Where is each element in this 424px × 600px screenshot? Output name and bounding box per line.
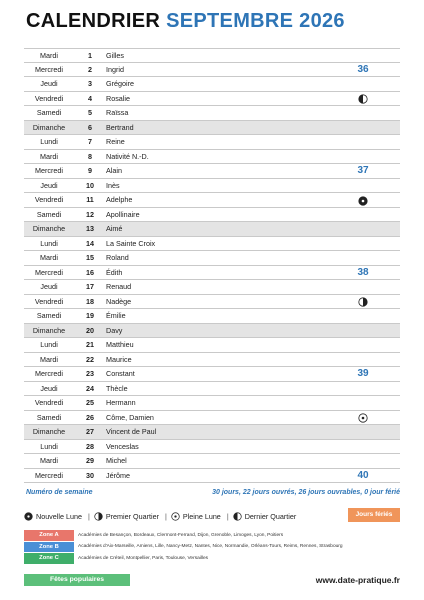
day-name: Lundi [40, 340, 58, 349]
day-row [24, 164, 400, 179]
week-number: 38 [357, 266, 369, 278]
day-row [24, 309, 400, 324]
saint-name: Venceslas [106, 441, 139, 451]
day-number: 22 [86, 354, 94, 364]
saint-name: Hermann [106, 398, 136, 407]
saint-name: Nadège [106, 296, 132, 306]
saint-name: Davy [106, 325, 123, 335]
day-name: Mercredi [35, 166, 63, 175]
saint-name: Jérôme [106, 470, 130, 480]
saint-name: Maurice [106, 354, 132, 364]
day-number: 2 [88, 64, 92, 74]
saint-name: Côme, Damien [106, 412, 154, 422]
day-number: 11 [86, 195, 94, 204]
saint-name: Apollinaire [106, 209, 140, 219]
saint-name: Édith [106, 267, 123, 277]
day-number: 3 [88, 79, 92, 88]
zone-badge: Zone B [24, 542, 74, 553]
day-name: Lundi [40, 238, 58, 248]
day-number: 19 [86, 311, 94, 320]
day-name: Samedi [36, 311, 62, 320]
legend-last-quarter: Dernier Quartier [244, 511, 297, 521]
day-row [24, 92, 400, 107]
saint-name: Inès [106, 180, 120, 190]
day-name: Jeudi [40, 79, 58, 88]
month-summary [24, 489, 400, 501]
day-number: 7 [88, 137, 92, 146]
day-row [24, 135, 400, 150]
week-number-label: Numéro de semaine [26, 489, 93, 496]
day-row [24, 266, 400, 281]
zone-row [24, 530, 400, 541]
moon-legend: Nouvelle Lune | Premier Quartier | Pleine Lune | Dernier Quartier Jours fériés [24, 509, 400, 523]
day-row [24, 367, 400, 382]
day-row [24, 280, 400, 295]
day-name: Jeudi [40, 180, 58, 190]
day-name: Dimanche [32, 224, 66, 233]
day-row [24, 106, 400, 121]
day-number: 4 [88, 93, 92, 103]
day-row [24, 77, 400, 92]
day-number: 16 [86, 267, 94, 277]
day-name: Mardi [40, 354, 58, 364]
first-quarter-icon [94, 512, 103, 521]
day-name: Jeudi [40, 383, 58, 393]
day-name: Dimanche [32, 325, 66, 335]
day-number: 27 [86, 427, 94, 436]
day-row [24, 295, 400, 310]
week-number: 37 [357, 165, 369, 176]
saint-name: Raïssa [106, 108, 129, 117]
day-row [24, 353, 400, 368]
day-number: 30 [86, 470, 94, 480]
new-moon-icon [24, 512, 33, 521]
day-row [24, 121, 400, 136]
day-name: Mercredi [35, 267, 63, 277]
day-row [24, 440, 400, 455]
saint-name: Bertrand [106, 122, 134, 132]
saint-name: Nativité N.-D. [106, 151, 149, 161]
day-number: 28 [86, 441, 94, 451]
first-quarter-icon [358, 297, 368, 307]
saint-name: La Sainte Croix [106, 238, 156, 248]
website-link[interactable]: www.date-pratique.fr [315, 575, 400, 585]
day-name: Mardi [40, 253, 58, 262]
day-number: 13 [86, 224, 94, 233]
saint-name: Matthieu [106, 340, 134, 349]
saint-name: Adelphe [106, 195, 133, 204]
day-number: 24 [86, 383, 94, 393]
day-row [24, 150, 400, 165]
zone-badge: Zone A [24, 530, 74, 541]
saint-name: Reine [106, 137, 125, 146]
day-row [24, 469, 400, 484]
day-row [24, 396, 400, 411]
zone-badge: Zone C [24, 553, 74, 564]
full-moon-icon [358, 413, 368, 423]
legend-new-moon: Nouvelle Lune [36, 511, 82, 521]
day-row [24, 324, 400, 339]
zone-row [24, 553, 400, 564]
zone-academies: Académies de Créteil, Montpellier, Paris, Toulouse, Versailles [78, 555, 209, 561]
day-number: 1 [88, 51, 92, 60]
saint-name: Thècle [106, 383, 128, 393]
day-name: Samedi [36, 412, 62, 422]
day-number: 17 [86, 282, 94, 291]
day-name: Lundi [40, 441, 58, 451]
holidays-badge: Jours fériés [348, 508, 400, 522]
day-row [24, 222, 400, 237]
day-number: 6 [88, 122, 92, 132]
saint-name: Michel [106, 456, 127, 465]
day-row [24, 454, 400, 469]
day-row [24, 411, 400, 426]
day-number: 26 [86, 412, 94, 422]
calendar-table [24, 48, 400, 483]
day-number: 10 [86, 180, 94, 190]
day-row [24, 251, 400, 266]
week-number: 40 [357, 469, 369, 481]
day-number: 21 [86, 340, 94, 349]
day-name: Vendredi [34, 296, 64, 306]
saint-name: Alain [106, 166, 122, 175]
saint-name: Constant [106, 369, 135, 378]
day-name: Mercredi [35, 64, 63, 74]
day-row [24, 338, 400, 353]
day-row [24, 237, 400, 252]
day-name: Jeudi [40, 282, 58, 291]
day-name: Samedi [36, 209, 62, 219]
full-moon-icon [171, 512, 180, 521]
saint-name: Rosalie [106, 93, 130, 103]
day-name: Vendredi [34, 398, 64, 407]
title-month: SEPTEMBRE 2026 [166, 10, 345, 32]
day-number: 5 [88, 108, 92, 117]
day-row [24, 193, 400, 208]
day-name: Mercredi [35, 470, 63, 480]
popular-holidays-badge: Fêtes populaires [24, 574, 130, 586]
last-quarter-icon [233, 512, 242, 521]
week-number: 36 [357, 63, 369, 75]
week-number: 39 [357, 368, 369, 379]
day-counts: 30 jours, 22 jours ouvrés, 26 jours ouvrables, 0 jour férié [212, 489, 400, 496]
day-name: Mardi [40, 51, 58, 60]
school-zones [24, 530, 400, 565]
day-name: Mardi [40, 151, 58, 161]
day-name: Samedi [36, 108, 62, 117]
day-number: 15 [86, 253, 94, 262]
day-name: Dimanche [32, 427, 66, 436]
new-moon-icon [358, 196, 368, 206]
day-name: Mercredi [35, 369, 63, 378]
saint-name: Ingrid [106, 64, 124, 74]
saint-name: Gilles [106, 51, 124, 60]
last-quarter-icon [358, 94, 368, 104]
day-name: Mardi [40, 456, 58, 465]
zone-row [24, 542, 400, 553]
day-row [24, 48, 400, 63]
day-number: 18 [86, 296, 94, 306]
title-prefix: CALENDRIER [26, 10, 161, 32]
day-name: Lundi [40, 137, 58, 146]
saint-name: Renaud [106, 282, 132, 291]
saint-name: Aimé [106, 224, 123, 233]
day-name: Vendredi [34, 195, 64, 204]
day-row [24, 63, 400, 78]
page-title [26, 10, 345, 40]
day-number: 25 [86, 398, 94, 407]
day-number: 12 [86, 209, 94, 219]
day-number: 23 [86, 369, 94, 378]
legend-full-moon: Pleine Lune [182, 511, 221, 521]
day-row [24, 179, 400, 194]
legend-first-quarter: Premier Quartier [105, 511, 159, 521]
day-row [24, 382, 400, 397]
day-number: 20 [86, 325, 94, 335]
day-name: Vendredi [34, 93, 64, 103]
zone-academies: Académies d'Aix-Marseille, Amiens, Lille, Nancy-Metz, Nantes, Nice, Normandie, Orléans-Tours, Reims, Rennes, Strasbourg [78, 544, 343, 550]
day-number: 8 [88, 151, 92, 161]
saint-name: Roland [106, 253, 129, 262]
day-number: 14 [86, 238, 94, 248]
day-number: 9 [88, 166, 92, 175]
saint-name: Émilie [106, 311, 126, 320]
day-row [24, 425, 400, 440]
saint-name: Grégoire [106, 79, 134, 88]
saint-name: Vincent de Paul [106, 427, 157, 436]
day-name: Dimanche [32, 122, 66, 132]
day-row [24, 208, 400, 223]
day-number: 29 [86, 456, 94, 465]
zone-academies: Académies de Besançon, Bordeaux, Clermont-Ferrand, Dijon, Grenoble, Limoges, Lyon, Poitiers [78, 532, 284, 538]
